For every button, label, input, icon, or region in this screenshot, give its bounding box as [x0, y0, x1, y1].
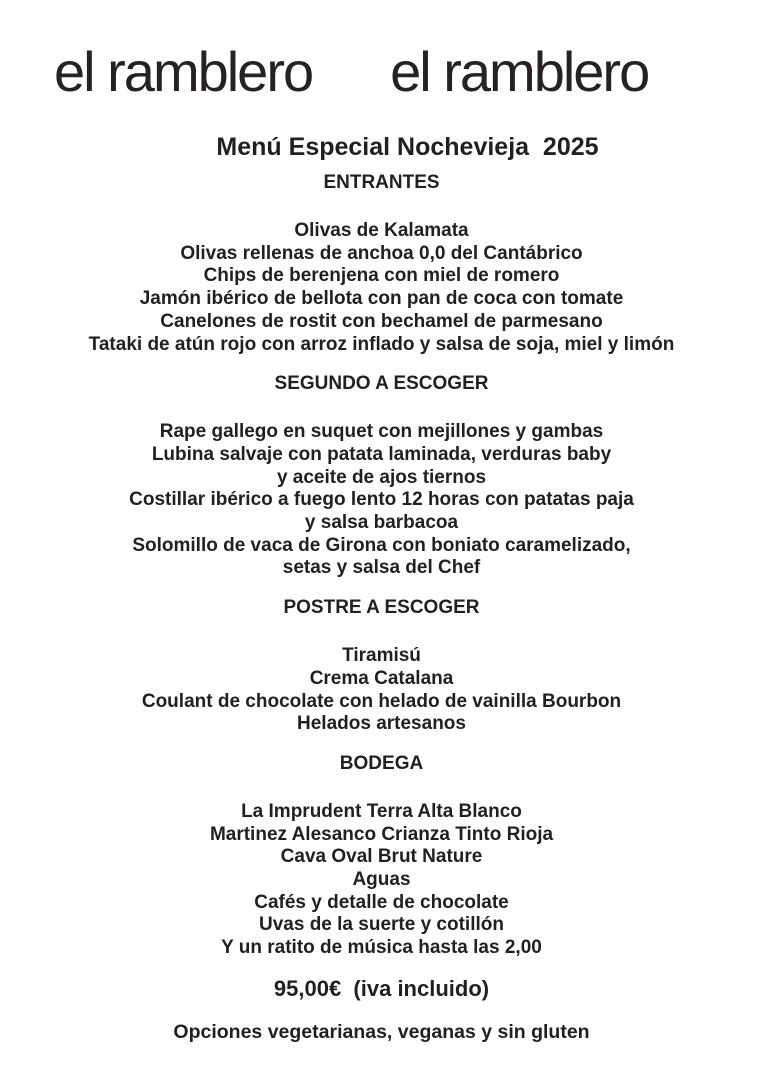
menu-item-line: Olivas de Kalamata [294, 220, 469, 241]
menu-item-line: Helados artesanos [297, 713, 466, 735]
section-heading: ENTRANTES [323, 172, 440, 193]
menu-item-line: setas y salsa del Chef [282, 557, 481, 579]
menu-item-line: Coulant de chocolate con helado de vainilla Bourbon [141, 690, 622, 712]
menu-item-line: Martinez Alesanco Crianza Tinto Rioja [209, 823, 554, 845]
menu-item-line: Olivas rellenas de anchoa 0,0 del Cantábrico [180, 242, 583, 264]
menu-item-line: Y un ratito de música hasta las 2,00 [221, 937, 542, 959]
section-lines [0, 421, 763, 580]
section-lines [0, 645, 763, 736]
menu-item-line: Crema Catalana [309, 667, 454, 689]
menu-sections [0, 171, 763, 960]
price-line: 95,00€ (iva incluido) [273, 975, 490, 1001]
menu-item-line: Chips de berenjena con miel de romero [203, 265, 560, 287]
menu-item-line: Cafés y detalle de chocolate [254, 891, 509, 913]
menu-title: Menú Especial Nochevieja 2025 [216, 133, 599, 161]
section-heading: BODEGA [339, 752, 424, 774]
menu-item-line: Costillar ibérico a fuego lento 12 horas con patatas paja [129, 489, 634, 511]
restaurant-logo-left: el ramblero [54, 40, 313, 103]
menu-item-line: y salsa barbacoa [304, 512, 459, 534]
menu-item-line: Canelones de rostit con bechamel de parmesano [160, 310, 603, 332]
menu-item-line: Tiramisú [342, 645, 421, 667]
menu-item-line: Solomillo de vaca de Girona con boniato caramelizado, [132, 534, 631, 556]
section-heading: POSTRE A ESCOGER [283, 597, 480, 619]
menu-section-postre-a-escoger [0, 596, 763, 736]
menu-item-line: Cava Oval Brut Nature [280, 846, 483, 868]
menu-item-line: Tataki de atún rojo con arroz inflado y salsa de soja, miel y limón [88, 333, 675, 355]
menu-section-segundo-a-escoger [0, 372, 763, 580]
dietary-note: Opciones vegetarianas, veganas y sin gluten [173, 1020, 590, 1043]
menu-section-bodega [0, 752, 763, 960]
restaurant-logo-right: el ramblero [390, 40, 649, 103]
section-heading: SEGUNDO A ESCOGER [274, 373, 489, 395]
menu-item-line: Jamón ibérico de bellota con pan de coca con tomate [139, 288, 624, 310]
menu-item-line: Rape gallego en suquet con mejillones y gambas [159, 421, 604, 443]
logo-row [0, 0, 763, 103]
menu-item-line: Uvas de la suerte y cotillón [259, 914, 504, 936]
menu-item-line: La Imprudent Terra Alta Blanco [241, 800, 522, 822]
menu-section-entrantes [0, 171, 763, 356]
section-lines [0, 801, 763, 960]
menu-item-line: Aguas [352, 869, 411, 891]
section-lines [0, 220, 763, 356]
menu-item-line: Lubina salvaje con patata laminada, verduras baby [151, 443, 612, 465]
menu-item-line: y aceite de ajos tiernos [276, 466, 487, 488]
